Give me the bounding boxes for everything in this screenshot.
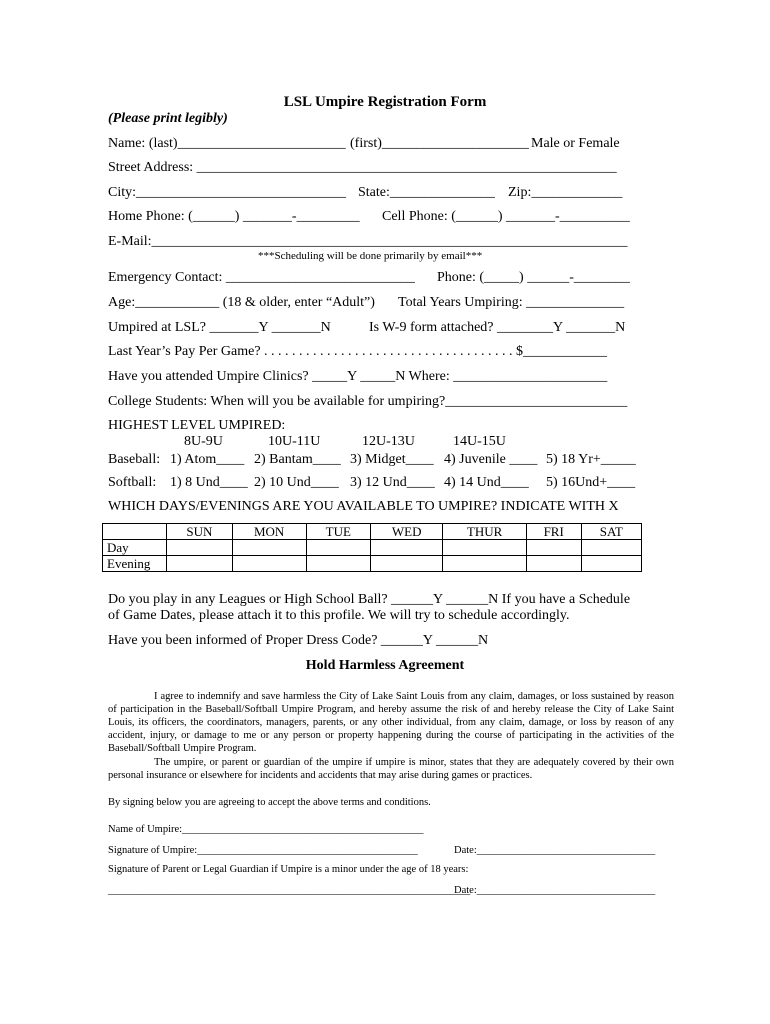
baseball-option[interactable]: 1) Atom____ [170, 452, 245, 467]
day-header: THUR [443, 524, 526, 540]
baseball-option[interactable]: 2) Bantam____ [254, 452, 341, 467]
agreement-title: Hold Harmless Agreement [305, 658, 465, 673]
guardian-date-field[interactable]: Date:__________________________________ [454, 885, 656, 896]
availability-cell[interactable] [232, 540, 306, 556]
baseball-option[interactable]: 5) 18 Yr+_____ [546, 452, 636, 467]
day-header: TUE [306, 524, 370, 540]
email-note: ***Scheduling will be done primarily by email*** [258, 250, 483, 262]
agreement-paragraph-2: The umpire, or parent or guardian of the umpire if umpire is minor, states that they are adequately covered by their own personal insurance or elsewhere for incidents and accidents that may arise during games or practices. [108, 757, 674, 781]
guardian-note: Signature of Parent or Legal Guardian if Umpire is a minor under the age of 18 years: [108, 864, 469, 875]
print-note: (Please print legibly) [108, 111, 228, 126]
dress-code-field[interactable]: Have you been informed of Proper Dress Code? ______Y ______N [108, 633, 489, 648]
umpire-date-field[interactable]: Date:__________________________________ [454, 845, 656, 856]
baseball-label: Baseball: [108, 452, 161, 467]
row-label: Evening [103, 556, 167, 572]
softball-label: Softball: [108, 475, 157, 490]
age-group-label: 8U-9U [184, 434, 223, 449]
day-header: SAT [581, 524, 641, 540]
home-phone-field[interactable]: Home Phone: (______) _______-_________ [108, 209, 360, 224]
softball-option[interactable]: 2) 10 Und____ [254, 475, 339, 490]
guardian-signature-field[interactable]: _____________________________________________________________________ [108, 885, 471, 896]
clinics-field[interactable]: Have you attended Umpire Clinics? _____Y _____N Where: ______________________ [108, 369, 608, 384]
age-field[interactable]: Age:____________ (18 & older, enter “Adult”) [108, 295, 375, 310]
day-header: WED [370, 524, 442, 540]
age-group-label: 14U-15U [453, 434, 506, 449]
leagues-note: of Game Dates, please attach it to this profile. We will try to schedule accordingly. [108, 608, 570, 623]
day-header: SUN [167, 524, 233, 540]
availability-cell[interactable] [370, 540, 442, 556]
availability-table [102, 523, 642, 572]
name-first-field[interactable]: (first)_____________________ [350, 136, 529, 151]
availability-cell[interactable] [370, 556, 442, 572]
availability-cell[interactable] [167, 556, 233, 572]
years-umpiring-field[interactable]: Total Years Umpiring: ______________ [398, 295, 625, 310]
day-header: FRI [526, 524, 581, 540]
page-title: LSL Umpire Registration Form [283, 94, 487, 110]
cell-phone-field[interactable]: Cell Phone: (______) _______-__________ [382, 209, 630, 224]
gender-field[interactable]: Male or Female [531, 136, 620, 151]
availability-header-row [103, 524, 642, 540]
availability-cell[interactable] [167, 540, 233, 556]
softball-option[interactable]: 3) 12 Und____ [350, 475, 435, 490]
umpired-at-lsl-field[interactable]: Umpired at LSL? _______Y _______N [108, 320, 331, 335]
street-address-field[interactable]: Street Address: ____________________________________________________________ [108, 160, 617, 175]
city-field[interactable]: City:______________________________ [108, 185, 347, 200]
availability-cell[interactable] [443, 540, 526, 556]
state-field[interactable]: State:_______________ [358, 185, 495, 200]
pay-per-game-field[interactable]: Last Year’s Pay Per Game? . . . . . . . . . . . . . . . . . . . . . . . . . . . . . . . . . . . . $____________ [108, 344, 608, 359]
umpire-signature-field[interactable]: Signature of Umpire:__________________________________________ [108, 845, 418, 856]
emergency-phone-field[interactable]: Phone: (_____) ______-________ [437, 270, 630, 285]
softball-option[interactable]: 5) 16Und+____ [546, 475, 636, 490]
softball-option[interactable]: 1) 8 Und____ [170, 475, 248, 490]
accept-terms: By signing below you are agreeing to accept the above terms and conditions. [108, 797, 431, 808]
corner-cell [103, 524, 167, 540]
name-last-field[interactable]: Name: (last)________________________ [108, 136, 346, 151]
baseball-option[interactable]: 4) Juvenile ____ [444, 452, 538, 467]
days-question: WHICH DAYS/EVENINGS ARE YOU AVAILABLE TO UMPIRE? INDICATE WITH X [108, 499, 619, 514]
availability-cell[interactable] [581, 556, 641, 572]
age-group-label: 12U-13U [362, 434, 415, 449]
zip-field[interactable]: Zip:_____________ [508, 185, 623, 200]
availability-cell[interactable] [306, 556, 370, 572]
baseball-option[interactable]: 3) Midget____ [350, 452, 434, 467]
availability-row-evening [103, 556, 642, 572]
availability-cell[interactable] [306, 540, 370, 556]
umpire-name-field[interactable]: Name of Umpire:______________________________________________ [108, 824, 424, 835]
availability-cell[interactable] [526, 540, 581, 556]
w9-field[interactable]: Is W-9 form attached? ________Y _______N [369, 320, 626, 335]
age-group-label: 10U-11U [268, 434, 321, 449]
highest-level-heading: HIGHEST LEVEL UMPIRED: [108, 418, 286, 433]
email-field[interactable]: E-Mail:____________________________________________________________________ [108, 234, 628, 249]
availability-cell[interactable] [232, 556, 306, 572]
row-label: Day [103, 540, 167, 556]
emergency-contact-field[interactable]: Emergency Contact: ___________________________ [108, 270, 415, 285]
agreement-paragraph-1: I agree to indemnify and save harmless the City of Lake Saint Louis from any claim, damages, or loss sustained by reason of participation in the Baseball/Softball Umpire Program, and hereby assume the risk of and hereby release the City of Lake Saint Louis, its officers, the coordinators, managers, parents, or any other individual, from any claim, damage, or loss by reason of any accident, injury, or damage to me or any person or property happening during the course of participating in the activities of the Baseball/Softball Umpire Program. [108, 691, 674, 754]
softball-option[interactable]: 4) 14 Und____ [444, 475, 529, 490]
availability-row-day [103, 540, 642, 556]
day-header: MON [232, 524, 306, 540]
college-availability-field[interactable]: College Students: When will you be available for umpiring?__________________________ [108, 394, 628, 409]
availability-cell[interactable] [443, 556, 526, 572]
leagues-question[interactable]: Do you play in any Leagues or High School Ball? ______Y ______N If you have a Schedule [108, 592, 631, 607]
availability-cell[interactable] [581, 540, 641, 556]
availability-cell[interactable] [526, 556, 581, 572]
